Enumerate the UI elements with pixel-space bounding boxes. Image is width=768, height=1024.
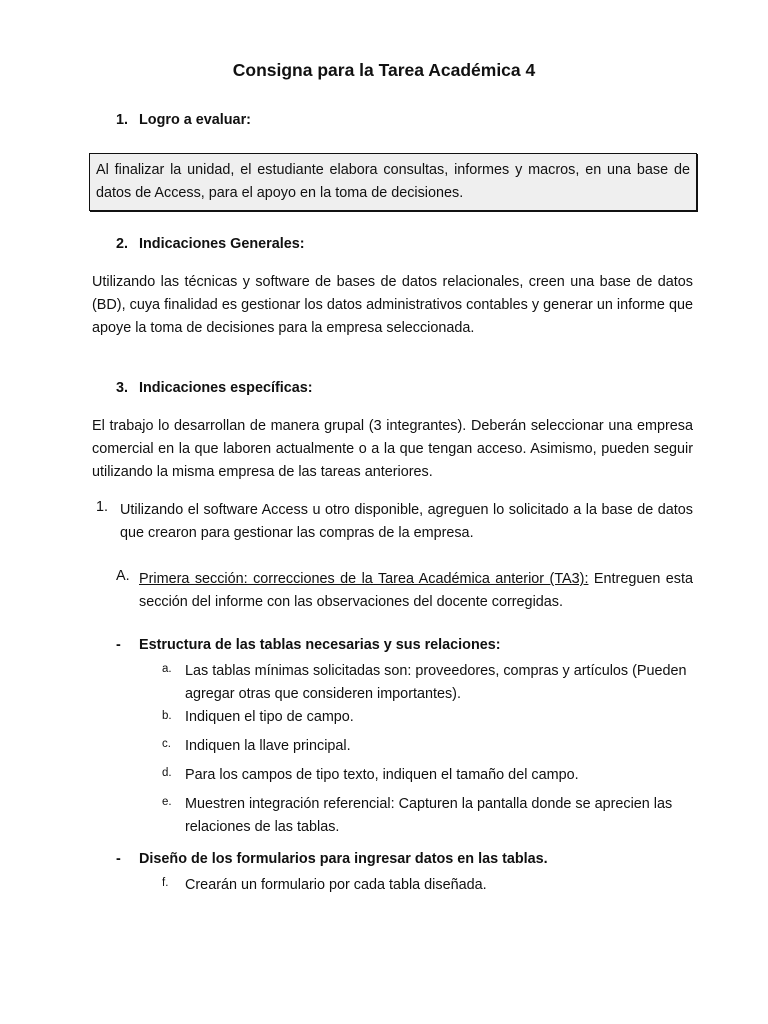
list-item-1-text: Utilizando el software Access u otro disponible, agreguen lo solicitado a la base de datos que crearon para gestionar las compras de la empresa. [120,502,693,541]
list-item-1-number: 1. [96,499,109,515]
subitem-b-letter: b. [162,710,172,722]
subitem-e-text: Muestren integración referencial: Capturen la pantalla donde se aprecien las relaciones de las tablas. [185,796,673,835]
subitem-f-letter: f. [162,877,169,889]
dash-bullet-1: - [116,637,121,653]
section-1-title: Logro a evaluar: [139,112,251,128]
specific-instructions-paragraph: El trabajo lo desarrollan de manera grupal (3 integrantes). Deberán seleccionar una empresa comercial en la que laboren actualmente o a la que tengan acceso. Asimismo, pueden seguir utilizando la misma empresa de las tareas anteriores. [92,418,693,480]
section-1-heading [0,112,768,132]
list-item-A-text [139,568,693,614]
section-3-title: Indicaciones específicas: [139,380,313,396]
subitem-a-letter: a. [162,663,172,675]
section-3-number: 3. [116,380,129,396]
subitem-b-text: Indiquen el tipo de campo. [185,709,354,725]
document-title: Consigna para la Tarea Académica 4 [232,60,536,80]
subitem-d-letter: d. [162,767,172,779]
subitem-d-text: Para los campos de tipo texto, indiquen el tamaño del campo. [185,767,579,783]
list-item-A-underlined: Primera sección: correcciones de la Tarea Académica anterior (TA3): [139,571,589,587]
section-2-heading [0,236,768,256]
general-instructions-paragraph: Utilizando las técnicas y software de bases de datos relacionales, creen una base de datos (BD), cuya finalidad es gestionar los datos administrativos contables y generar un informe que apoye la toma de decisiones para la empresa seleccionada. [92,274,693,336]
subitem-e-letter: e. [162,796,172,808]
subitem-f-text: Crearán un formulario por cada tabla diseñada. [185,877,487,893]
achievement-box: Al finalizar la unidad, el estudiante elabora consultas, informes y macros, en una base de datos de Access, para el apoyo en la toma de decisiones. [89,153,697,211]
dash-bullet-2: - [116,851,121,867]
section-1-number: 1. [116,112,129,128]
table-structure-heading: Estructura de las tablas necesarias y sus relaciones: [139,637,501,653]
subitem-c-letter: c. [162,738,171,750]
forms-design-heading: Diseño de los formularios para ingresar datos en las tablas. [139,851,548,867]
subitem-c-text: Indiquen la llave principal. [185,738,351,754]
list-item-A-number: A. [116,568,130,584]
section-3-heading [0,380,768,400]
list-item-A-rest: Entreguen esta sección del informe con las observaciones del docente corregidas. [139,571,693,610]
section-2-number: 2. [116,236,129,252]
section-2-title: Indicaciones Generales: [139,236,305,252]
subitem-a-text: Las tablas mínimas solicitadas son: proveedores, compras y artículos (Pueden agregar otras que consideren importantes). [185,663,687,702]
